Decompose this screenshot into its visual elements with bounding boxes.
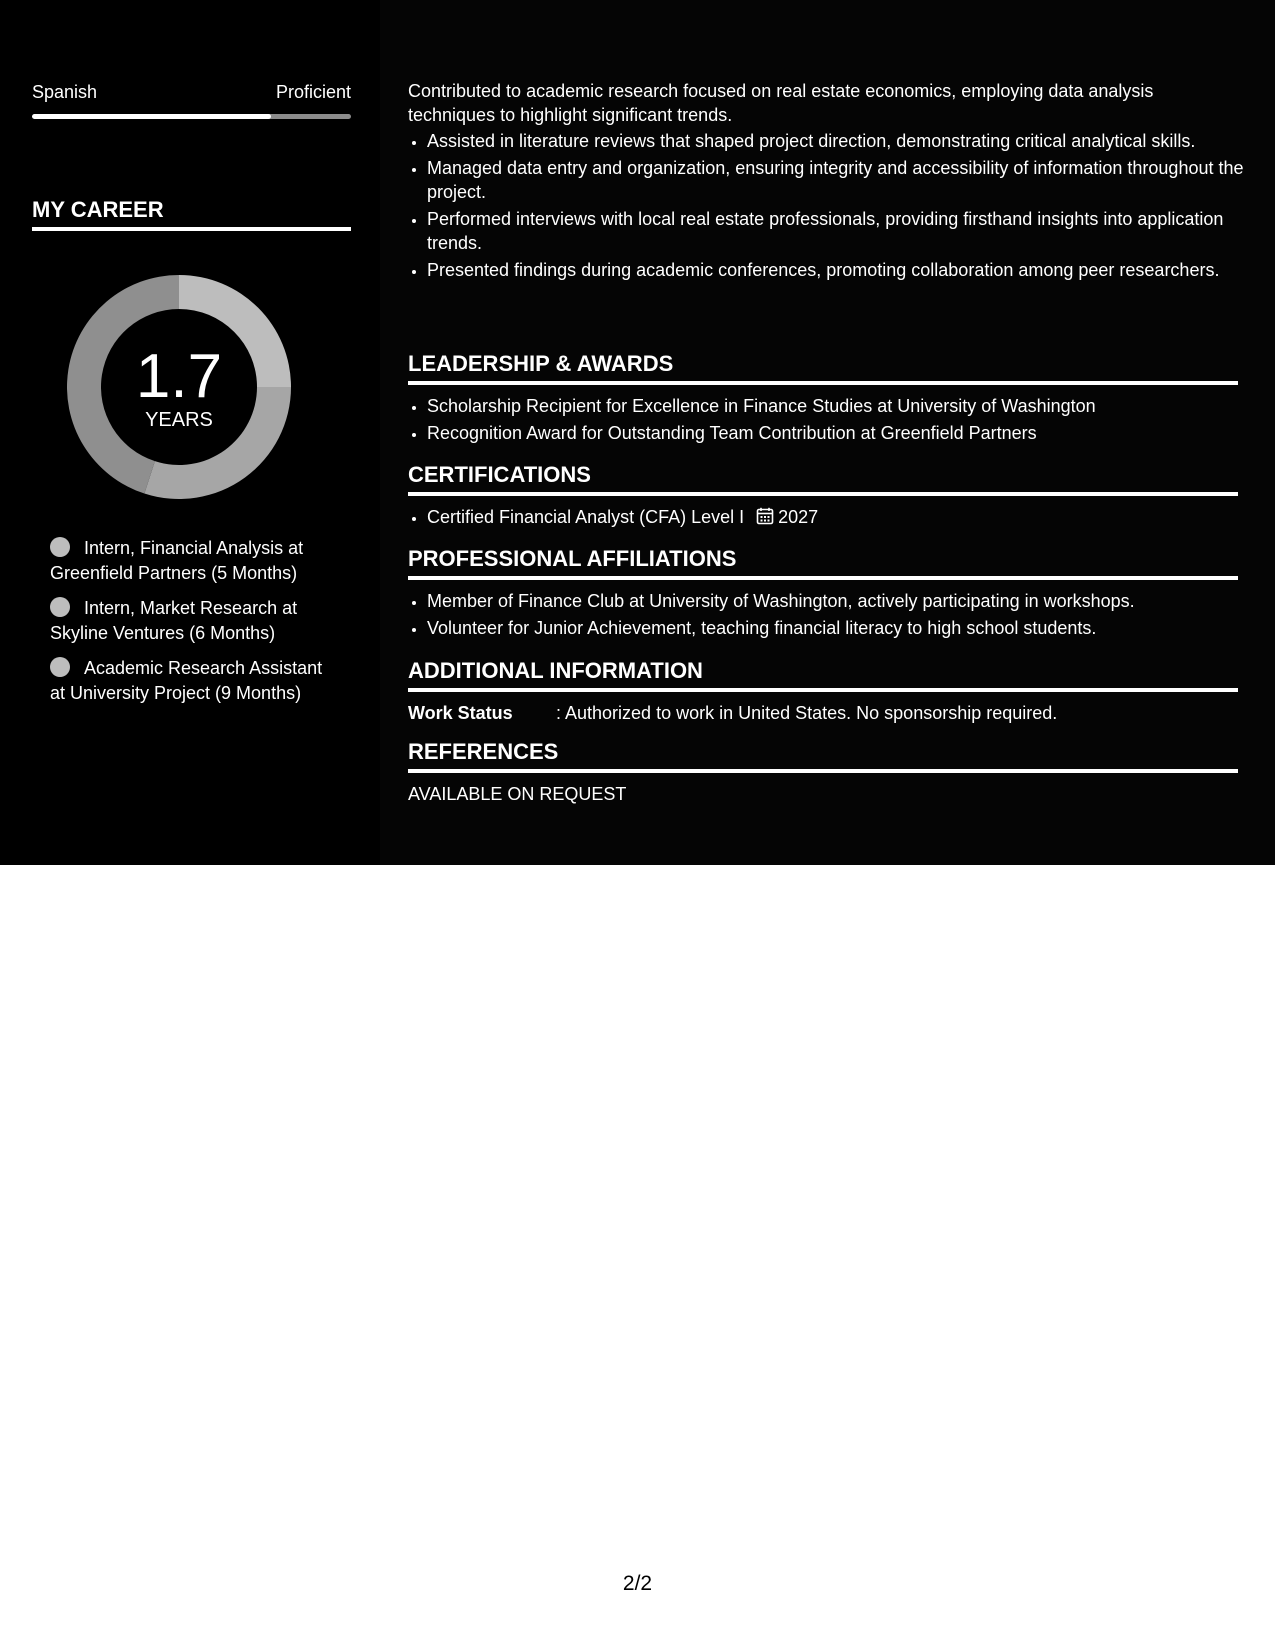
affiliations-list bbox=[408, 589, 1238, 640]
section-rule bbox=[408, 576, 1238, 580]
section-rule bbox=[408, 769, 1238, 773]
experience-bullet: • Presented findings during academic conferences, promoting collaboration among peer researchers. bbox=[427, 258, 1247, 282]
career-dot-icon bbox=[50, 537, 70, 557]
leadership-section bbox=[408, 350, 1238, 448]
career-item bbox=[50, 536, 340, 586]
section-rule bbox=[408, 492, 1238, 496]
references-title: REFERENCES bbox=[408, 739, 559, 764]
career-heading: MY CAREER bbox=[32, 197, 164, 222]
leadership-item: • Scholarship Recipient for Excellence in Finance Studies at University of Washington bbox=[427, 394, 1238, 418]
experience-bullet: • Assisted in literature reviews that shaped project direction, demonstrating critical analytical skills. bbox=[427, 129, 1247, 153]
certification-item bbox=[427, 505, 1238, 529]
certification-name: Certified Financial Analyst (CFA) Level I bbox=[427, 507, 745, 527]
leadership-item: • Recognition Award for Outstanding Team Contribution at Greenfield Partners bbox=[427, 421, 1238, 445]
calendar-icon bbox=[756, 507, 774, 525]
additional-info-section bbox=[408, 657, 1238, 725]
experience-bullets bbox=[408, 129, 1247, 285]
career-total-unit: YEARS bbox=[145, 409, 213, 431]
language-proficiency-bar bbox=[32, 114, 351, 119]
career-item-label: Intern, Financial Analysis at Greenfield Partners (5 Months) bbox=[50, 538, 304, 583]
language-row bbox=[32, 82, 351, 102]
references-text: AVAILABLE ON REQUEST bbox=[408, 784, 627, 804]
leadership-list bbox=[408, 394, 1238, 445]
experience-bullet: • Managed data entry and organization, ensuring integrity and accessibility of information throughout the project. bbox=[427, 156, 1247, 204]
experience-intro: Contributed to academic research focused on real estate economics, employing data analysis techniques to highlight significant trends. bbox=[408, 81, 1154, 125]
affiliations-section bbox=[408, 545, 1238, 643]
work-status-label: Work Status bbox=[408, 703, 513, 723]
affiliation-item: • Volunteer for Junior Achievement, teaching financial literacy to high school students. bbox=[427, 616, 1238, 640]
work-status-value: : Authorized to work in United States. No sponsorship required. bbox=[556, 703, 1058, 723]
experience-bullet: • Performed interviews with local real estate professionals, providing firsthand insights into application trends. bbox=[427, 207, 1247, 255]
sidebar bbox=[0, 0, 380, 865]
section-rule bbox=[408, 688, 1238, 692]
career-item-label: Academic Research Assistant at University Project (9 Months) bbox=[50, 658, 323, 703]
career-item bbox=[50, 656, 340, 706]
career-total-value: 1.7 bbox=[135, 342, 223, 411]
language-level: Proficient bbox=[275, 82, 351, 102]
work-status-row bbox=[408, 701, 1238, 725]
leadership-title: LEADERSHIP & AWARDS bbox=[408, 351, 674, 376]
affiliations-title: PROFESSIONAL AFFILIATIONS bbox=[408, 546, 737, 571]
affiliation-item: • Member of Finance Club at University of Washington, actively participating in workshops. bbox=[427, 589, 1238, 613]
page-number: 2/2 bbox=[622, 1572, 653, 1595]
certifications-list bbox=[408, 505, 1238, 529]
career-item bbox=[50, 596, 340, 646]
additional-info-title: ADDITIONAL INFORMATION bbox=[408, 658, 703, 683]
certifications-title: CERTIFICATIONS bbox=[408, 462, 591, 487]
references-section bbox=[408, 738, 1238, 806]
certification-year: 2027 bbox=[778, 507, 819, 527]
career-list bbox=[50, 536, 340, 716]
career-heading-rule bbox=[32, 227, 351, 231]
certifications-section bbox=[408, 461, 1238, 532]
career-item-label: Intern, Market Research at Skyline Ventures (6 Months) bbox=[50, 598, 298, 643]
career-dot-icon bbox=[50, 597, 70, 617]
language-proficiency-fill bbox=[32, 114, 271, 119]
career-dot-icon bbox=[50, 657, 70, 677]
language-name: Spanish bbox=[32, 82, 98, 102]
section-rule bbox=[408, 381, 1238, 385]
